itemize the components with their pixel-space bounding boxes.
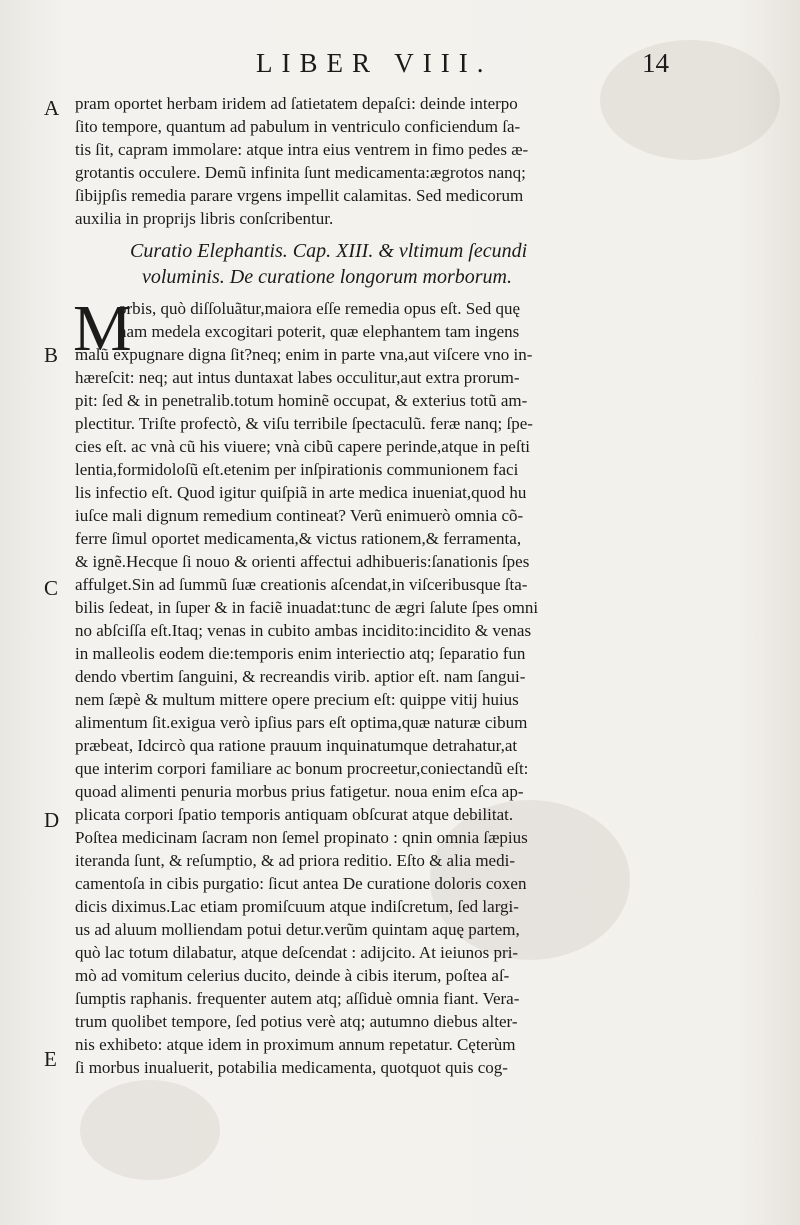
text-line: hæreſcit: neq; aut intus duntaxat labes occulitur,aut extra prorum- bbox=[75, 368, 520, 387]
text-line: iuſce mali dignum remedium contineat? Verũ enimuerò omnia cõ- bbox=[75, 506, 524, 525]
text-line: us ad aluum molliendam potui detur.verũm quintam aquę partem, bbox=[75, 920, 520, 939]
text-line: pit: ſed & in penetralib.totum hominẽ occupat, & exterius totũ am- bbox=[75, 391, 528, 410]
chapter-heading: Curatio Elephantis. Cap. XIII. & vltimum ſecundi bbox=[130, 240, 528, 262]
text-line: & ignẽ.Hecque ſi nouo & orienti affectui adhibueris:ſanationis ſpes bbox=[75, 552, 530, 571]
chapter-heading: voluminis. De curatione longorum morborum. bbox=[142, 266, 512, 288]
running-head: LIBER VIII. bbox=[256, 48, 493, 78]
text-line: orbis, quò diſſoluãtur,maiora eſſe remedia opus eſt. Sed quę bbox=[118, 299, 521, 318]
text-line: nis exhibeto: atque idem in proximum annum repetatur. Cęterùm bbox=[75, 1035, 516, 1054]
drop-cap: M bbox=[73, 292, 132, 365]
text-line: bilis ſedeat, in ſuper & in faciẽ inuadat:tunc de ægri ſalute ſpes omni bbox=[75, 598, 539, 617]
text-line: nem ſæpè & multum mittere opere precium eſt: quippe vitij huius bbox=[75, 690, 519, 709]
text-line: præbeat, Idcircò qua ratione prauum inquinatumque detrahatur,at bbox=[75, 736, 518, 755]
margin-marker-c: C bbox=[44, 576, 59, 600]
text-line: camentoſa in cibis purgatio: ſicut antea De curatione doloris coxen bbox=[75, 874, 527, 893]
text-line: pram oportet herbam iridem ad ſatietatem depaſci: deinde interpo bbox=[75, 94, 518, 113]
text-line: nam medela excogitari poterit, quæ elephantem tam ingens bbox=[118, 322, 520, 341]
text-line: tis ſit, capram immolare: atque intra eius ventrem in fimo pedes æ- bbox=[75, 140, 529, 159]
text-line: lis infectio eſt. Quod igitur quiſpiã in arte medica inueniat,quod hu bbox=[75, 483, 527, 502]
text-line: ſumptis raphanis. frequenter autem atq; aſſiduè omnia fiant. Vera- bbox=[75, 989, 520, 1008]
text-line: grotantis occulere. Demũ infinita ſunt medicamenta:ægrotos nanq; bbox=[75, 163, 526, 182]
paper-stain bbox=[80, 1080, 220, 1180]
text-line: plectitur. Triſte profectò, & viſu terribile ſpectaculũ. feræ nanq; ſpe- bbox=[75, 414, 533, 433]
text-line: quoad alimenti penuria morbus prius fatigetur. noua enim eſca ap- bbox=[75, 782, 524, 801]
page-header bbox=[0, 48, 800, 84]
text-line: alimentum ſit.exigua verò ipſius pars eſt optima,quæ naturæ cibum bbox=[75, 713, 528, 732]
text-line: lentia,formidoloſũ eſt.etenim per inſpirationis communionem faci bbox=[75, 460, 519, 479]
folio-number: 14 bbox=[642, 48, 669, 78]
text-line: affulget.Sin ad ſummũ ſuæ creationis aſcendat,in viſceribusque ſta- bbox=[75, 575, 528, 594]
text-line: quò lac totum dilabatur, atque deſcendat : adijcito. At ieiunos pri- bbox=[75, 943, 519, 962]
text-line: iteranda ſunt, & reſumptio, & ad priora reditio. Eſto & alia medi- bbox=[75, 851, 515, 870]
text-line: ſibijpſis remedia parare vrgens impellit calamitas. Sed medicorum bbox=[75, 186, 524, 205]
margin-marker-d: D bbox=[44, 808, 60, 832]
margin-marker-b: B bbox=[44, 343, 59, 367]
text-line: dendo vbertim ſanguini, & recreandis virib. aptior eſt. nam ſangui- bbox=[75, 667, 526, 686]
text-line: ferre ſimul oportet medicamenta,& victus rationem,& ferramenta, bbox=[75, 529, 522, 548]
text-line: que interim corpori familiare ac bonum procreetur,coniectandũ eſt: bbox=[75, 759, 529, 778]
margin-marker-e: E bbox=[44, 1047, 57, 1071]
text-line: malũ expugnare digna ſit?neq; enim in parte vna,aut viſcere vno in- bbox=[75, 345, 533, 364]
text-line: ſi morbus inualuerit, potabilia medicamenta, quotquot quis cog- bbox=[75, 1058, 508, 1077]
text-line: in malleolis eodem die:temporis enim interiectio atq; ſeparatio fun bbox=[75, 644, 526, 663]
text-line: Poſtea medicinam ſacram non ſemel propinato : qnin omnia ſæpius bbox=[75, 828, 528, 847]
text-line: no abſciſſa eſt.Itaq; venas in cubito ambas incidito:incidito & venas bbox=[75, 621, 532, 640]
text-line: cies eſt. ac vnà cũ his viuere; vnà cibũ capere perinde,atque in peſti bbox=[75, 437, 531, 456]
text-line: ſito tempore, quantum ad pabulum in ventriculo conficiendum ſa- bbox=[75, 117, 521, 136]
text-line: mò ad vomitum celerius ducito, deinde à cibis iterum, poſtea aſ- bbox=[75, 966, 510, 985]
text-line: trum quolibet tempore, ſed potius verè atq; autumno diebus alter- bbox=[75, 1012, 518, 1031]
margin-marker-a: A bbox=[44, 96, 60, 120]
text-line: plicata corpori ſpatio temporis antiquam obſcurat atque debilitat. bbox=[75, 805, 514, 824]
text-line: auxilia in proprijs libris conſcribentur. bbox=[75, 209, 334, 228]
text-line: dicis diximus.Lac etiam promiſcuum atque indiſcretum, ſed largi- bbox=[75, 897, 519, 916]
